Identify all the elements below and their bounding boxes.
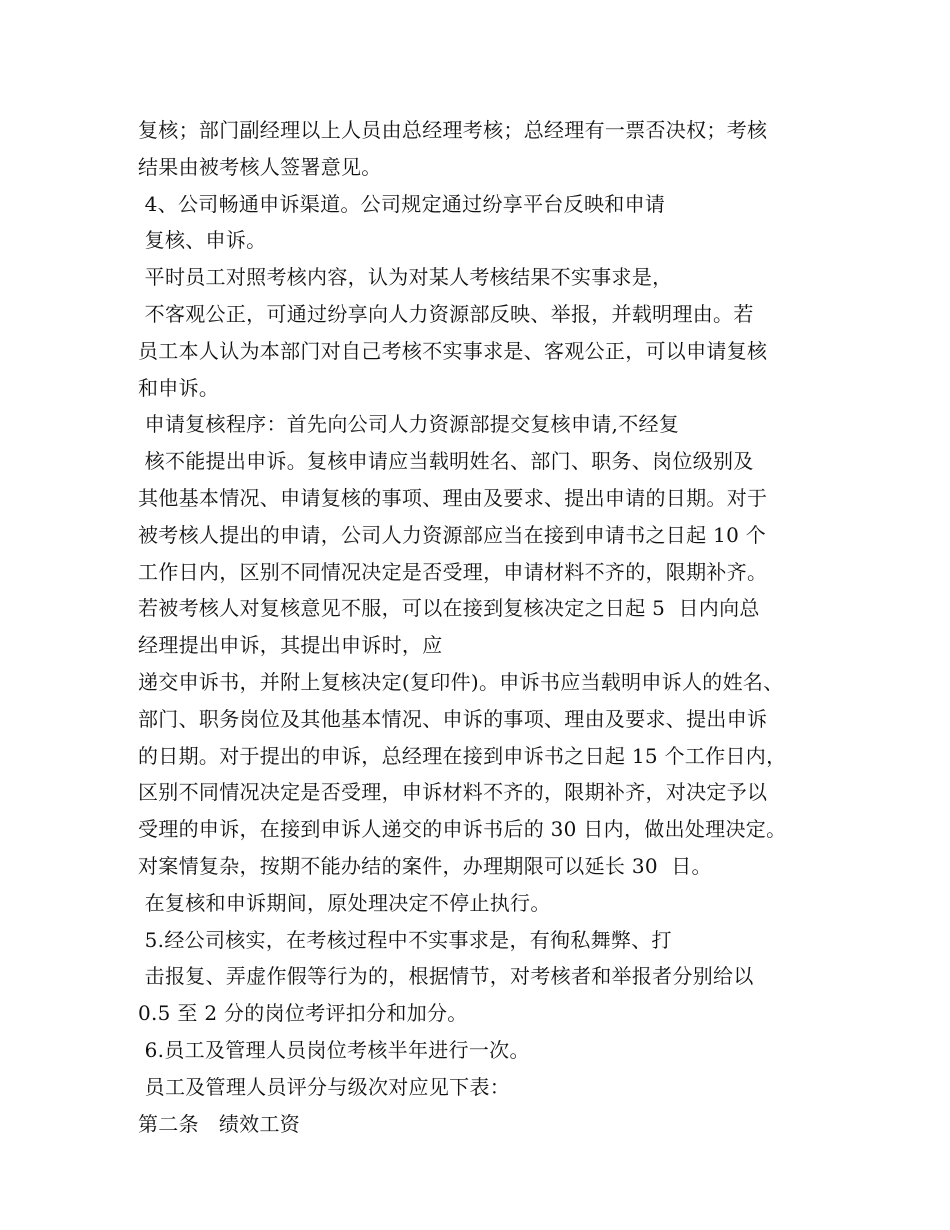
text-line: 其他基本情况、申请复核的事项、理由及要求、提出申请的日期。对于	[138, 485, 768, 510]
text-line: 被考核人提出的申请，公司人力资源部应当在接到申请书之日起 10 个	[138, 522, 767, 547]
text-line: 经理提出申诉，其提出申诉时，应	[138, 633, 443, 658]
text-line: 在复核和申诉期间，原处理决定不停止执行。	[138, 890, 551, 915]
text-line: 部门、职务岗位及其他基本情况、申诉的事项、理由及要求、提出申诉	[138, 706, 768, 731]
text-line: 4、公司畅通申诉渠道。公司规定通过纷享平台反映和申请	[138, 191, 666, 216]
document-body	[138, 112, 828, 1142]
text-line: 区别不同情况决定是否受理，申诉材料不齐的，限期补齐，对决定予以	[138, 780, 768, 805]
text-line: 6.员工及管理人员岗位考核半年进行一次。	[138, 1037, 530, 1062]
text-line: 递交申诉书，并附上复核决定(复印件)。申诉书应当载明申诉人的姓名、	[138, 669, 784, 694]
text-line: 复核；部门副经理以上人员由总经理考核；总经理有一票否决权；考核	[138, 118, 768, 142]
text-line: 平时员工对照考核内容，认为对某人考核结果不实事求是，	[138, 265, 673, 290]
text-line: 员工本人认为本部门对自己考核不实事求是、客观公正，可以申请复核	[138, 338, 768, 363]
section-heading: 第二条 绩效工资	[138, 1111, 301, 1136]
text-line: 员工及管理人员评分与级次对应见下表：	[138, 1074, 511, 1099]
text-line: 的日期。对于提出的申诉，总经理在接到申诉书之日起 15 个工作日内，	[138, 743, 787, 768]
text-line: 5.经公司核实，在考核过程中不实事求是，有徇私舞弊、打	[138, 927, 672, 952]
text-line: 和申诉。	[138, 375, 220, 400]
text-line: 0.5 至 2 分的岗位考评扣分和加分。	[138, 1001, 468, 1026]
text-line: 工作日内，区别不同情况决定是否受理，申请材料不齐的，限期补齐。	[138, 559, 768, 584]
text-line: 不客观公正，可通过纷享向人力资源部反映、举报，并载明理由。若	[138, 301, 754, 326]
text-line: 申请复核程序：首先向公司人力资源部提交复核申请,不经复	[138, 412, 680, 437]
text-line: 核不能提出申诉。复核申请应当载明姓名、部门、职务、岗位级别及	[138, 449, 754, 474]
text-line: 受理的申诉，在接到申诉人递交的申诉书后的 30 日内，做出处理决定。	[138, 817, 787, 842]
text-line: 若被考核人对复核意见不服，可以在接到复核决定之日起 5 日内向总	[138, 596, 760, 621]
text-line: 复核、申诉。	[138, 228, 267, 253]
text-line: 结果由被考核人签署意见。	[138, 154, 382, 179]
text-line: 击报复、弄虚作假等行为的，根据情节，对考核者和举报者分别给以	[138, 964, 754, 989]
text-line: 对案情复杂，按期不能办结的案件，办理期限可以延长 30 日。	[138, 853, 712, 878]
